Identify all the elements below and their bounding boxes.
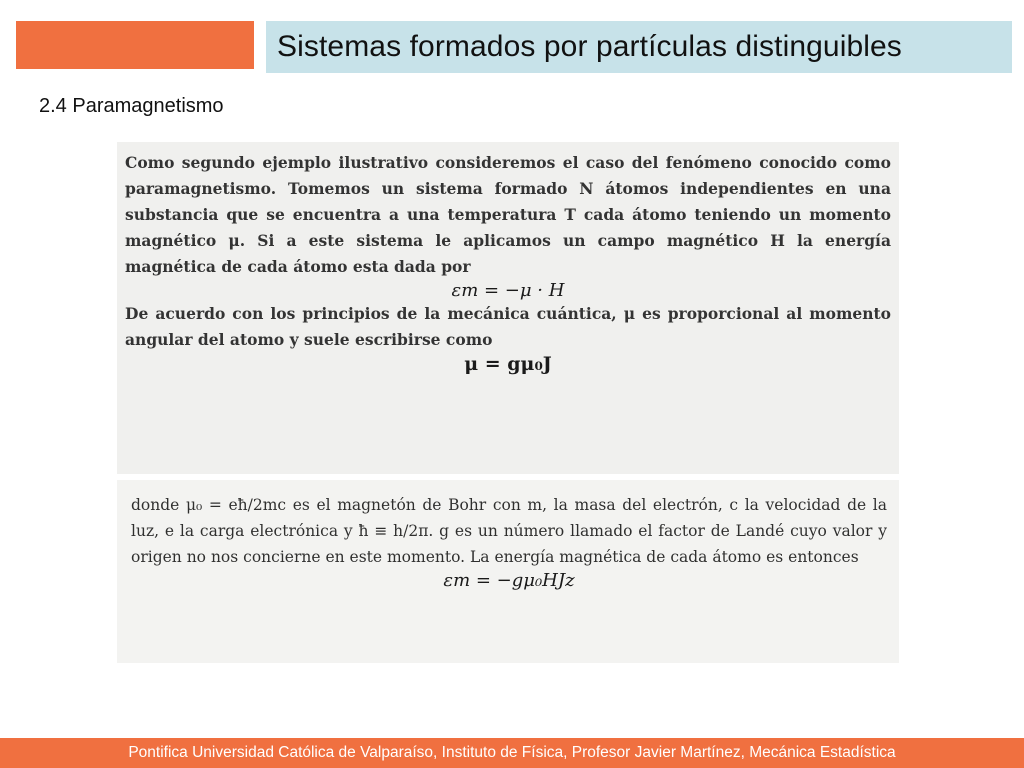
equation-energy-jz: εm = −gμ₀HJz (443, 570, 575, 591)
equation-moment: μ = gμ₀J (464, 353, 552, 375)
title-bar (266, 21, 1012, 73)
scanned-text-bottom (117, 480, 899, 663)
equation-energy: εm = −μ · H (451, 280, 565, 301)
paragraph-intro: Como segundo ejemplo ilustrativo consideremos el caso del fenómeno conocido como paramagnetismo. Tomemos un sistema formado N átomos independientes en una substancia que se encuentra a una temperatura T cada átomo teniendo un momento magnético μ. Si a este sistema le aplicamos un campo magnético H la energía magnética de cada átomo esta dada por (125, 153, 891, 276)
paragraph-quantum: De acuerdo con los principios de la mecánica cuántica, μ es proporcional al momento angular del atomo y suele escribirse como (125, 304, 891, 349)
accent-block (16, 21, 254, 69)
footer-bar (0, 738, 1024, 768)
section-heading: 2.4 Paramagnetismo (39, 95, 224, 117)
slide-title: Sistemas formados por partículas distinguibles (277, 30, 902, 63)
footer-text: Pontifica Universidad Católica de Valparaíso, Instituto de Física, Profesor Javier Martínez, Mecánica Estadística (128, 744, 896, 761)
scanned-text-top (117, 142, 899, 474)
paragraph-bohr: donde μ₀ = eħ/2mc es el magnetón de Bohr con m, la masa del electrón, c la velocidad de la luz, e la carga electrónica y ħ ≡ h/2π. g es un número llamado el factor de Landé cuyo valor y origen no nos concierne en este momento. La energía magnética de cada átomo es entonces (131, 496, 887, 566)
